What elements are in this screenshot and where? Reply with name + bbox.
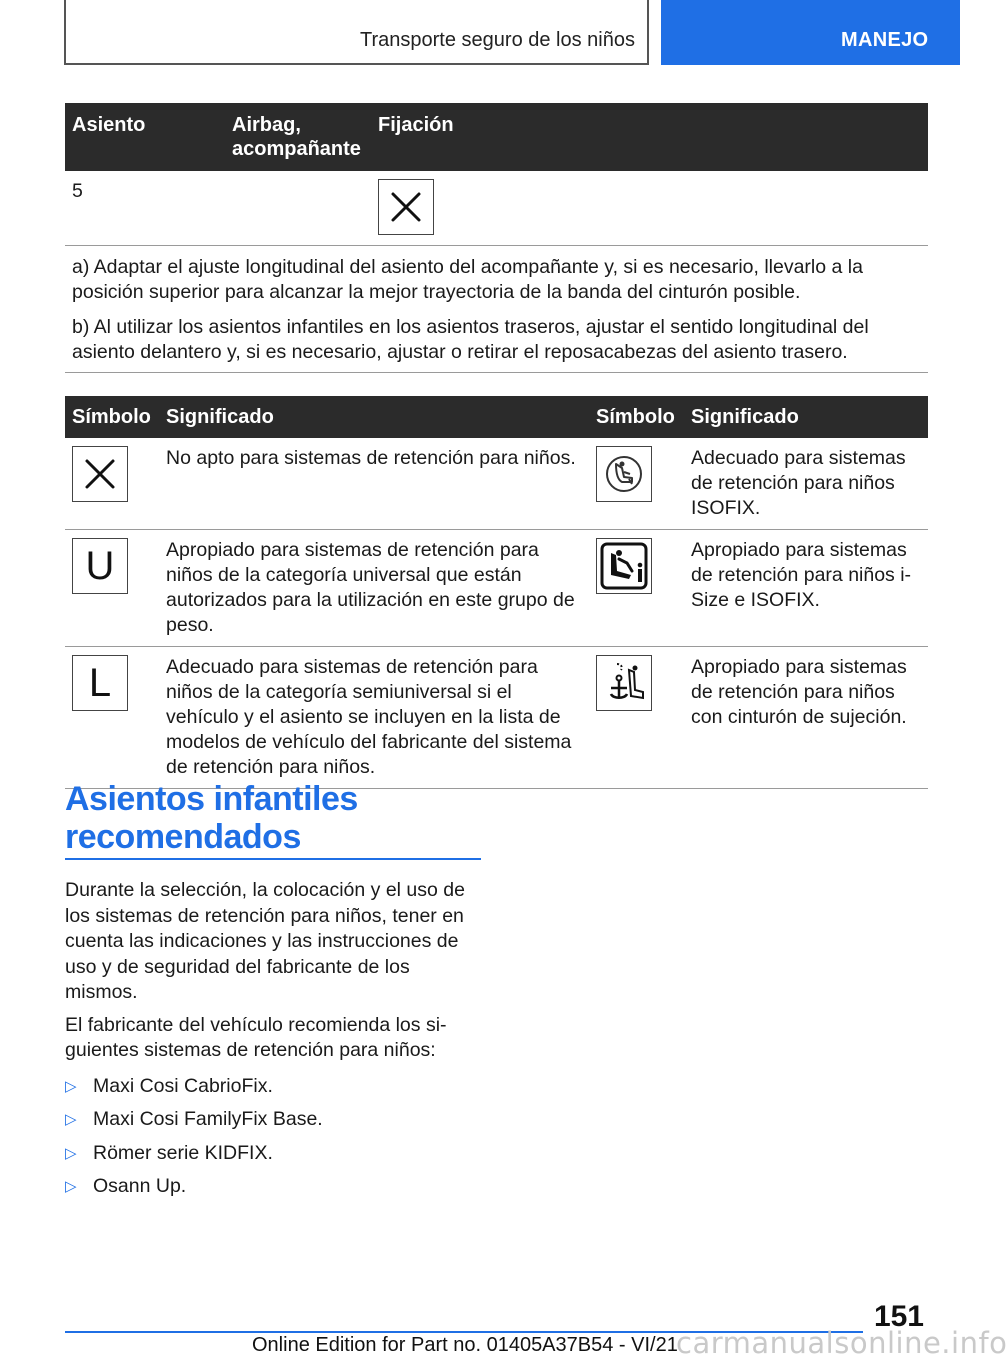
chapter-title: Transporte seguro de los niños <box>360 29 635 51</box>
section-tab-label: MANEJO <box>841 29 929 51</box>
section-tab[interactable] <box>661 0 960 65</box>
col-header-seat: Asiento <box>65 103 225 171</box>
legend-header <box>65 396 928 438</box>
section-heading: Asientos infantiles recomendados <box>65 780 358 856</box>
meaning-cell: Adecuado para sistemas de retención para niños ISOFIX. <box>684 438 928 530</box>
symbol-cell <box>65 530 159 647</box>
list-item: ▷ Römer serie KIDFIX. <box>65 1141 485 1167</box>
symbol-cell <box>589 530 684 647</box>
symbol-legend-table <box>65 396 928 789</box>
x-icon <box>378 179 434 235</box>
symbol-cell <box>65 647 159 789</box>
note-b: b) Al utilizar los asientos infantiles en los asientos traseros, ajustar el sentido longitudinal del asiento delantero y, si es necesario, ajustar o retirar el reposacabezas del asiento trasero. <box>72 315 869 363</box>
col-header-symbol-right: Símbolo <box>589 396 684 438</box>
top-tether-icon <box>596 655 652 711</box>
table-notes <box>65 245 928 372</box>
note-a: a) Adaptar el ajuste longitudinal del asiento del acompañante y, si es necesario, llevarlo a la posición superior para alcanzar la mejor trayectoria de la banda del cinturón posible. <box>72 255 863 303</box>
triangle-bullet-icon: ▷ <box>65 1111 77 1128</box>
col-header-fixation: Fijación <box>371 103 928 171</box>
isofix-icon <box>596 446 652 502</box>
page-number: 151 <box>873 1300 924 1333</box>
meaning-cell: Apropiado para sistemas de retención para niños con cinturón de sujeción. <box>684 647 928 789</box>
col-header-meaning-left: Significado <box>159 396 589 438</box>
triangle-bullet-icon: ▷ <box>65 1144 77 1162</box>
list-item: ▷ Osann Up. <box>65 1174 485 1200</box>
triangle-bullet-icon: ▷ <box>65 1178 77 1195</box>
seat-number: 5 <box>65 171 225 245</box>
paragraph: Durante la selección, la colocación y el uso de los sistemas de retención para niños, tener en cuenta las indicaciones y las instrucciones de uso y de seguridad del fabricante de los mismos. <box>65 879 465 1003</box>
triangle-bullet-icon: ▷ <box>65 1077 77 1095</box>
x-icon <box>72 446 128 502</box>
meaning-cell: No apto para sistemas de retención para niños. <box>159 438 589 530</box>
symbol-cell <box>589 438 684 530</box>
table-notes-row <box>65 245 928 372</box>
list-item: ▷ Maxi Cosi CabrioFix. <box>65 1074 485 1100</box>
col-header-airbag: Airbag, acompañante <box>225 103 371 171</box>
edition-text: Online Edition for Part no. 01405A37B54 - VI/21 <box>252 1334 678 1356</box>
meaning-cell: Apropiado para sistemas de retención para niños de la categoría universal que están autorizados para la utilización en este grupo de peso. <box>159 530 589 647</box>
watermark: carmanualsonline.info <box>676 1326 1007 1360</box>
semi-universal-l-icon: L <box>72 655 128 711</box>
seat-table-header <box>65 103 928 171</box>
col-header-meaning-right: Significado <box>684 396 928 438</box>
header-frame <box>64 0 649 65</box>
table-row <box>65 530 928 647</box>
symbol-cell <box>589 647 684 789</box>
seat-table <box>65 103 928 373</box>
fixation-symbol-cell <box>371 171 928 245</box>
table-row <box>65 647 928 789</box>
list-item: ▷ Maxi Cosi FamilyFix Base. <box>65 1107 485 1133</box>
meaning-cell: Apropiado para sistemas de retención para niños i-Size e ISOFIX. <box>684 530 928 647</box>
table-row <box>65 171 928 245</box>
symbol-cell <box>65 438 159 530</box>
i-size-icon <box>596 538 652 594</box>
airbag-value <box>225 171 371 245</box>
col-header-symbol-left: Símbolo <box>65 396 159 438</box>
universal-u-icon: U <box>72 538 128 594</box>
paragraph: El fabricante del vehículo recomienda los si-guientes sistemas de retención para niños: <box>65 1013 447 1061</box>
table-row <box>65 438 928 530</box>
recommended-seats-list <box>65 1074 485 1200</box>
meaning-cell: Adecuado para sistemas de retención para niños de la categoría semiuniversal si el vehículo y el asiento se incluyen en la lista de modelos de vehículo del fabricante del sistema de retención para niños. <box>159 647 589 789</box>
section-body <box>65 878 485 1208</box>
heading-rule <box>65 858 481 860</box>
